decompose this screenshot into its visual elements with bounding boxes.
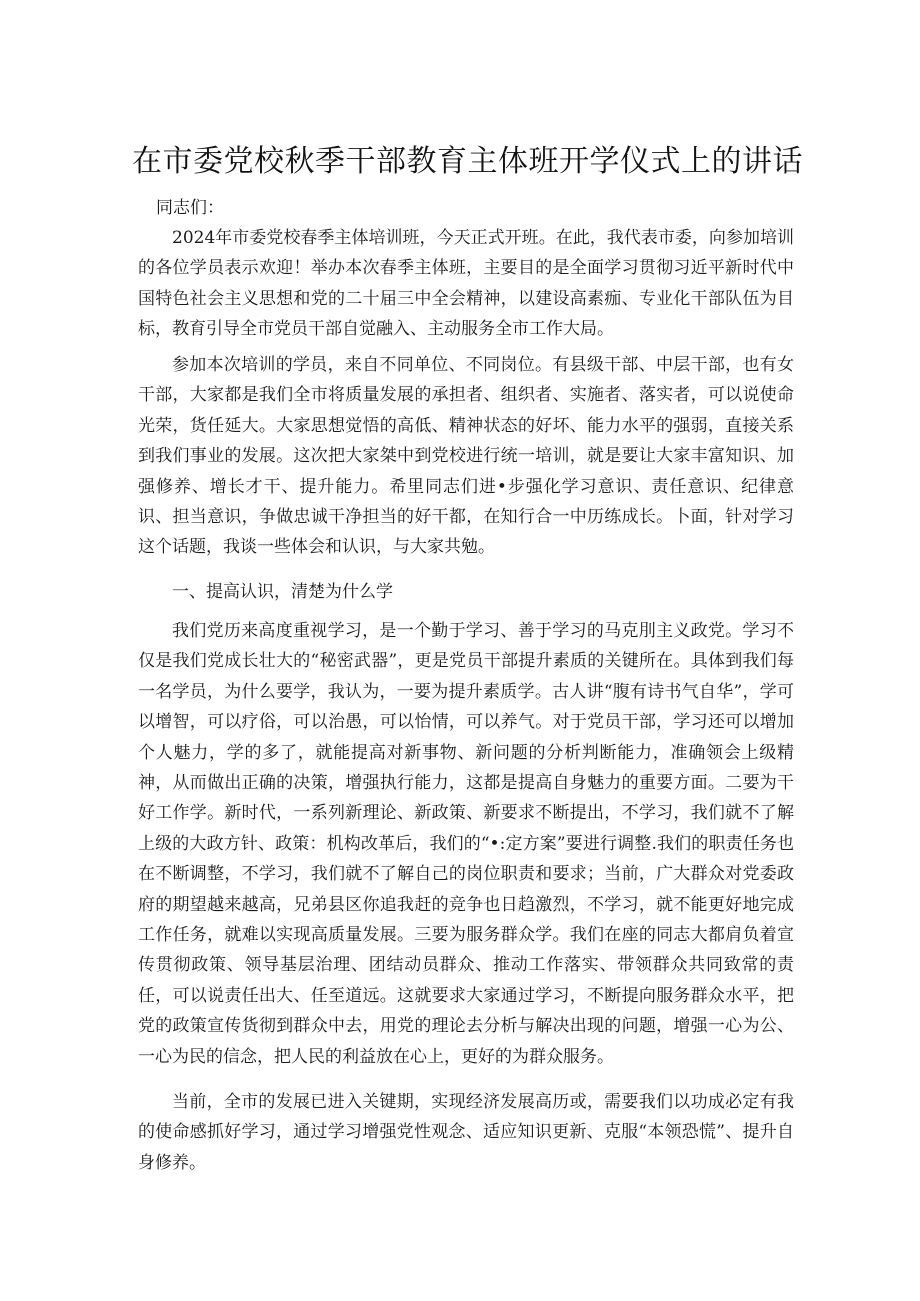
paragraph-why-learn: 我们党历来高度重视学习，是一个勤于学习、善于学习的马克刖主义政党。学习不仅是我们党成长壮大的“秘密武器”，更是党员干部提升素质的关键所在。具体到我们每一名学员，为什么要学，我认为，一要为提升素质学。古人讲“腹有诗书气自华”，学可以增智，可以疗俗，可以治愚，可以怡情，可以养气。对于党员干部，学习还可以增加个人魅力，学的多了，就能提高对新事物、新问题的分析判断能力，准确领会上级精神，从而做出正确的决策，增强执行能力，这都是提高自身魅力的重要方面。二要为干好工作学。新时代，一系列新理论、新政策、新要求不断提出，不学习，我们就不了解上级的大政方针、政策：机构改革后，我们的“•:定方案”要进行调整.我们的职责任务也在不断调整，不学习，我们就不了解自己的岗位职责和要求；当前，广大群众对党委政府的期望越来越高，兄弟县区你追我赶的竞争也日趋激烈，不学习，就不能更好地完成工作任务，就难以实现高质量发展。三要为服务群众学。我们在座的同志大都肩负着宣传贯彻政策、领导基层治理、团结动员群众、推动工作落实、带领群众共同致常的责任，可以说责任出大、任至道远。这就要求大家通过学习，不断提向服务群众水平，把党的政策宣传货彻到群众中去，用党的理论去分析与解决出现的问题，增强一心为公、一心为民的信念，把人民的利益放在心上，更好的为群众服务。 (138, 621, 794, 1067)
section-heading: 一、提高认识，清楚为什么学 (172, 582, 393, 602)
paragraph-current-stage: 当前，全市的发展已进入关键期，实现经济发展高历或，需要我们以功成必定有我的使命感抓好学习，通过学习增强党性观念、适应知识更新、克服“本领恐慌”、提升自身修养。 (138, 1092, 794, 1173)
salutation: 同志们： (156, 198, 224, 218)
paragraph-participants: 参加本次培训的学员，来自不同单位、不同岗位。有县级干部、中层干部，也有女干部，大家都是我们全市将质量发展的承担者、组织者、实施者、落实者，可以说使命光荣，货任延大。大家思想觉悟的高低、精神状态的好坏、能力水平的强弱，直接关系到我们事业的发展。这次把大家桀中到党校进行统一培训，就是要让大家丰富知识、加强修养、增长才干、提升能力。希里同志们进•步强化学习意识、责任意识、纪律意识、担当意识，争做忠诚干净担当的好干都，在知行合一中历练成长。卜面，针对学习这个话题，我谈一些体会和认识，与大家共勉。 (138, 355, 794, 558)
paragraph-opening: 2024年市委党校春季主体培训班，今天正式开班。在此，我代表市委，向参加培训的各位学员表示欢迎！举办本次春季主体班，主要目的是全面学习贯彻习近平新时代中国特色社会主义思想和党的二十届三中全会精神，以建设高素痂、专业化干部队伍为目标，教育引导全市党员干部自觉融入、主动服务全市工作大局。 (138, 228, 794, 340)
document-title: 在市委党校秋季干部教育主体班开学仪式上的讲话 (132, 144, 803, 179)
